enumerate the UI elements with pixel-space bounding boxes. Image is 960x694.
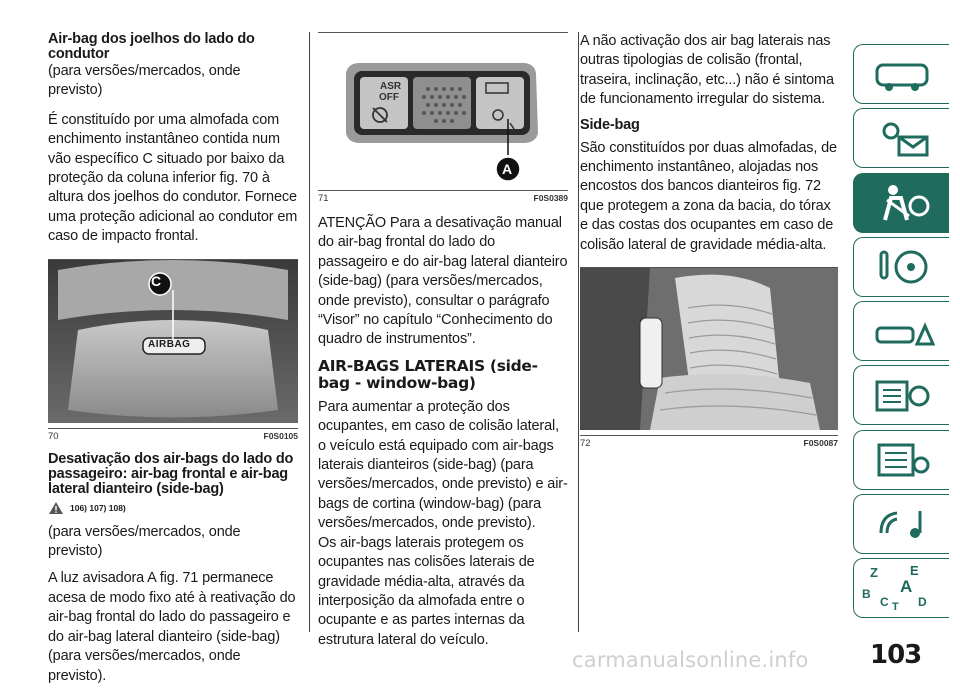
- side-bag-heading: Side-bag: [580, 116, 640, 133]
- tab-warning-lights[interactable]: [853, 108, 949, 168]
- side-airbags-protection: Os air-bags laterais protegem os ocupantes nas colisões laterais de gravidade média-alta, através da interposição da almofada entre o ocupante e as partes internas da estrutura lateral do veículo.: [318, 534, 535, 648]
- callout-c: C: [151, 272, 162, 289]
- tab-dashboard[interactable]: [853, 44, 949, 104]
- warning-triangle-icon: [48, 501, 64, 515]
- warning-references: [48, 501, 298, 515]
- dashboard-switch-image: [318, 33, 568, 185]
- tab-emergency[interactable]: [853, 301, 949, 361]
- tab-starting-driving[interactable]: [853, 237, 949, 297]
- side-airbags-intro: Para aumentar a proteção dos ocupantes, em caso de colisão lateral, o veículo está equipado com air-bags laterais dianteiros (side-bag) (para versões/mercados, onde previsto) e air-bags de cortina (window-bag) (para versões/mercados, onde previsto).: [318, 398, 568, 532]
- warning-lights-icon: [867, 115, 937, 161]
- tab-maintenance[interactable]: [853, 365, 949, 425]
- index-letter: T: [892, 601, 899, 614]
- chapter-tabs: [853, 44, 951, 623]
- figure-number: 71: [318, 193, 329, 204]
- knee-airbag-paragraph: É constituído por uma almofada com enchimento instantâneo contida num vão específico C situado por baixo da proteção da coluna inferior fig. 70 à altura dos joelhos do condutor. Fornece uma proteção adicional ao condutor em caso de impacto frontal.: [48, 111, 298, 245]
- figure-70: [48, 259, 298, 442]
- column-divider: [309, 32, 310, 632]
- column-2: [318, 32, 568, 658]
- page-number: 103: [870, 640, 922, 670]
- watermark: carmanualsonline.info: [572, 648, 809, 672]
- index-letter: A: [900, 577, 913, 597]
- asr-label: ASR: [380, 81, 402, 92]
- index-letter: D: [918, 595, 927, 610]
- figure-71-caption: [318, 190, 568, 204]
- figure-72: [580, 267, 838, 449]
- multimedia-icon: [867, 501, 937, 547]
- key-steering-icon: [867, 244, 937, 290]
- airbag-label: AIRBAG: [148, 338, 191, 350]
- tab-technical-data[interactable]: [853, 430, 949, 490]
- column-1: [48, 32, 298, 694]
- index-letter: C: [880, 595, 889, 610]
- maintenance-icon: [867, 372, 937, 418]
- figure-70-caption: [48, 428, 298, 442]
- figure-72-caption: [580, 435, 838, 449]
- index-letter: E: [910, 563, 919, 579]
- index-letter: Z: [870, 565, 878, 581]
- knee-airbag-heading: Air-bag dos joelhos do lado do condutor: [48, 31, 255, 62]
- off-label: OFF: [379, 92, 399, 103]
- callout-a: A: [502, 161, 513, 177]
- column-divider: [578, 32, 579, 632]
- figure-number: 72: [580, 438, 591, 450]
- knee-airbag-subheading: (para versões/mercados, onde previsto): [48, 63, 241, 99]
- seat-safety-icon: [867, 180, 937, 226]
- figure-code: F0S0105: [263, 430, 298, 441]
- figure-number: 70: [48, 430, 59, 442]
- attention-paragraph: ATENÇÃO Para a desativação manual do air-bag frontal do lado do passageiro e do air-bag lateral dianteiro (side-bag) (para versões/mercados, onde previsto), consultar o parágrafo “Visor” no capítulo “Conhecimento do quadro de instrumentos”.: [318, 215, 568, 348]
- tab-index[interactable]: [853, 558, 949, 618]
- deactivation-heading: Desativação dos air-bags do lado do passageiro: air-bag frontal e air-bag lateral dianteiro (side-bag): [48, 450, 294, 497]
- figure-code: F0S0087: [803, 438, 838, 449]
- versions-note: (para versões/mercados, onde previsto): [48, 523, 241, 560]
- car-dashboard-icon: [867, 51, 937, 97]
- warning-light-paragraph: A luz avisadora A fig. 71 permanece acesa de modo fixo até à reativação do air-bag frontal do lado do passageiro e do air-bag lateral dianteiro (side-bag) (para versões/mercados, onde previsto).: [48, 570, 296, 684]
- non-activation-paragraph: A não activação dos air bag laterais nas outras tipologias de colisão (frontal, traseira, inclinação, etc...) não é sintoma de funcionamento irregular do sistema.: [580, 33, 834, 108]
- seat-image: [580, 268, 838, 430]
- breakdown-icon: [867, 308, 937, 354]
- warning-refs-text: 106) 107) 108): [70, 502, 126, 513]
- figure-code: F0S0389: [533, 193, 568, 203]
- index-letter: B: [862, 587, 871, 602]
- tab-multimedia[interactable]: [853, 494, 949, 554]
- tab-safety[interactable]: [853, 173, 949, 233]
- side-bag-paragraph: São constituídos por duas almofadas, de enchimento instantâneo, alojadas nos encostos dos bancos dianteiros fig. 72 que protegem a zona da bacia, do tórax e das costas dos ocupantes em caso de colisão lateral de gravidade média-alta.: [580, 139, 837, 253]
- side-airbags-section-title: AIR-BAGS LATERAIS (side-bag - window-bag): [318, 356, 538, 392]
- figure-71: [318, 32, 568, 204]
- column-3: [580, 32, 838, 459]
- technical-data-icon: [867, 437, 937, 483]
